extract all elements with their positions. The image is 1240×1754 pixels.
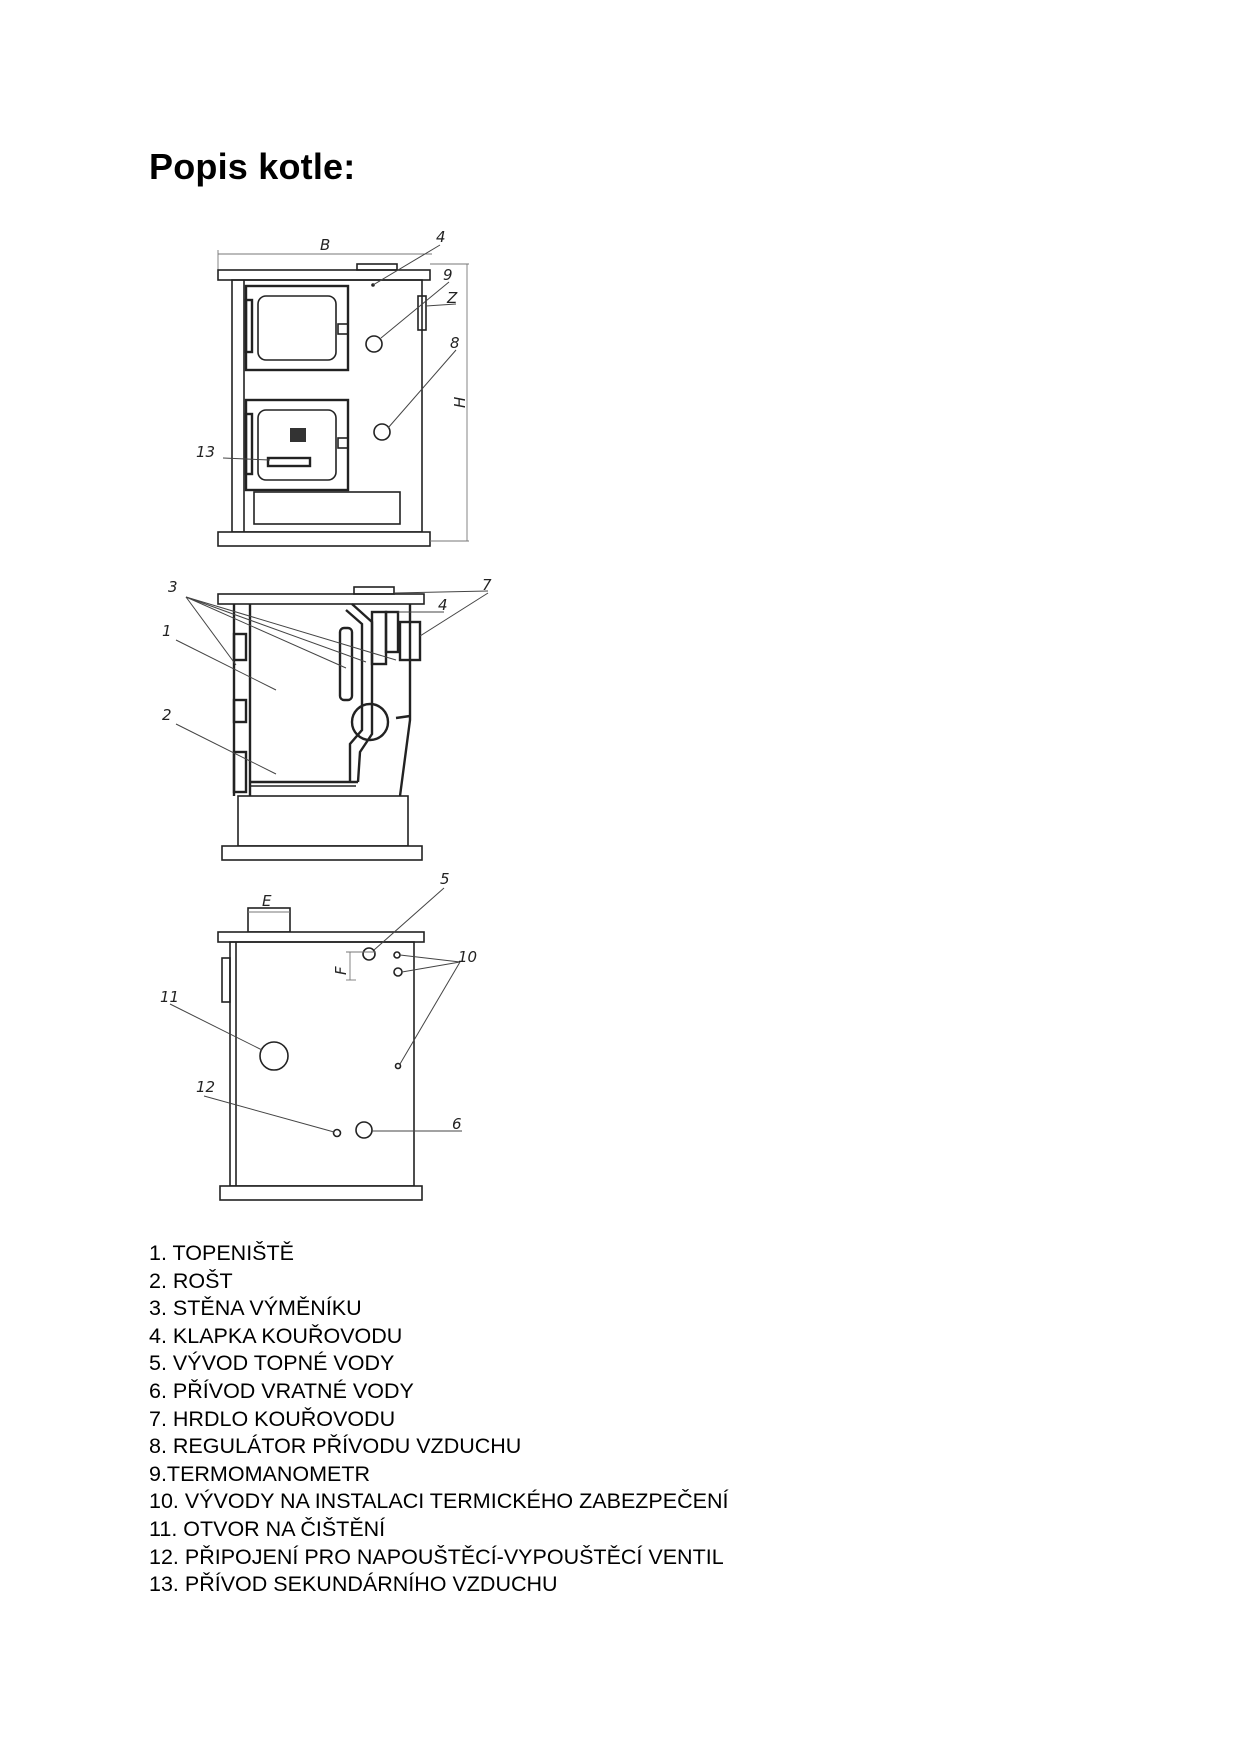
exchanger-lower-edge: [396, 716, 410, 718]
thermomanometer-dial: [366, 336, 382, 352]
flue-collar: [357, 264, 397, 270]
section-plinth: [238, 796, 408, 846]
secondary-air-slider: [268, 458, 310, 466]
label-e: E: [262, 892, 272, 910]
section-view: [162, 576, 492, 860]
exchanger-baffle-1: [340, 628, 352, 700]
label-b: B: [320, 236, 331, 254]
section-door-block-2: [234, 700, 246, 722]
leader-1: [176, 640, 276, 690]
legend-item: 6. PŘÍVOD VRATNÉ VODY: [149, 1378, 414, 1403]
legend-item: 7. HRDLO KOUŘOVODU: [149, 1406, 396, 1431]
leader-11: [170, 1004, 262, 1050]
parts-legend: [149, 1240, 728, 1599]
section-top-plate: [218, 594, 424, 604]
legend-item: 8. REGULÁTOR PŘÍVODU VZDUCHU: [149, 1434, 522, 1459]
legend-item: 11. OTVOR NA ČIŠTĚNÍ: [149, 1516, 386, 1541]
label-12: 12: [196, 1078, 216, 1096]
top-plate: [218, 270, 430, 280]
outlet-port-5: [363, 948, 375, 960]
safety-port-2: [394, 968, 402, 976]
section-base: [222, 846, 422, 860]
leader-10-a: [400, 955, 460, 962]
lower-door-hinge: [246, 414, 252, 474]
side-body: [230, 942, 414, 1186]
upper-door-handle: [338, 324, 348, 334]
upper-door-hinge: [246, 300, 252, 352]
label-7: 7: [482, 576, 492, 594]
leader-12: [204, 1096, 334, 1132]
label-11: 11: [160, 988, 180, 1006]
legend-item: 4. KLAPKA KOUŘOVODU: [149, 1323, 403, 1348]
return-water-port: [356, 1122, 372, 1138]
exchanger-tube: [352, 704, 388, 740]
upper-door-window: [258, 296, 336, 360]
leader-3-d: [186, 597, 396, 660]
label-h: H: [451, 396, 469, 408]
page-title: Popis kotle:: [149, 146, 356, 187]
manufacturer-logo-icon: [290, 428, 306, 442]
label-10: 10: [458, 948, 478, 966]
leader-10-c: [400, 962, 460, 1064]
leader-10-b: [402, 962, 460, 972]
leader-7-a: [394, 591, 488, 593]
safety-port-3: [396, 1064, 401, 1069]
label-z: Z: [447, 289, 458, 307]
side-view: [160, 870, 477, 1200]
legend-item: 3. STĚNA VÝMĚNÍKU: [149, 1296, 362, 1321]
front-view: [196, 228, 469, 546]
side-door-profile: [222, 958, 230, 1002]
leader-3-a: [186, 597, 236, 665]
label-8: 8: [450, 334, 460, 352]
legend-item: 2. ROŠT: [149, 1268, 233, 1293]
ash-drawer: [254, 492, 400, 524]
exchanger-baffle-3: [386, 612, 398, 652]
label-4-front: 4: [436, 228, 446, 246]
legend-item: 1. TOPENIŠTĚ: [149, 1241, 294, 1265]
safety-port-1: [394, 952, 400, 958]
section-door-block-1: [234, 634, 246, 660]
leader-2: [176, 724, 276, 774]
label-3: 3: [168, 578, 178, 596]
lower-door: [246, 400, 348, 490]
air-regulator-knob: [374, 424, 390, 440]
front-base: [218, 532, 430, 546]
lower-door-handle: [338, 438, 348, 448]
label-6: 6: [452, 1115, 462, 1133]
section-outer-shell: [234, 604, 410, 796]
lower-door-panel: [258, 410, 336, 480]
leader-9: [381, 282, 449, 338]
legend-item: 12. PŘIPOJENÍ PRO NAPOUŠTĚCÍ-VYPOUŠTĚCÍ VENTIL: [149, 1544, 724, 1569]
label-4-section: 4: [438, 596, 448, 614]
label-f: F: [332, 966, 350, 975]
label-2: 2: [162, 706, 172, 724]
label-13: 13: [196, 443, 216, 461]
legend-item: 13. PŘÍVOD SEKUNDÁRNÍHO VZDUCHU: [149, 1572, 558, 1597]
front-body: [232, 280, 422, 532]
legend-item: 10. VÝVODY NA INSTALACI TERMICKÉHO ZABEZPEČENÍ: [149, 1489, 729, 1514]
legend-item: 5. VÝVOD TOPNÉ VODY: [149, 1351, 395, 1376]
section-flue-collar: [354, 587, 394, 594]
leader-3-c: [186, 597, 366, 662]
drain-valve-port: [334, 1130, 341, 1137]
label-9: 9: [443, 266, 453, 284]
label-1: 1: [162, 622, 172, 640]
cleaning-opening: [260, 1042, 288, 1070]
label-5: 5: [440, 870, 450, 888]
side-base: [220, 1186, 422, 1200]
upper-door: [246, 286, 348, 370]
legend-item: 9.TERMOMANOMETR: [149, 1461, 370, 1486]
leader-7-b: [420, 593, 488, 636]
